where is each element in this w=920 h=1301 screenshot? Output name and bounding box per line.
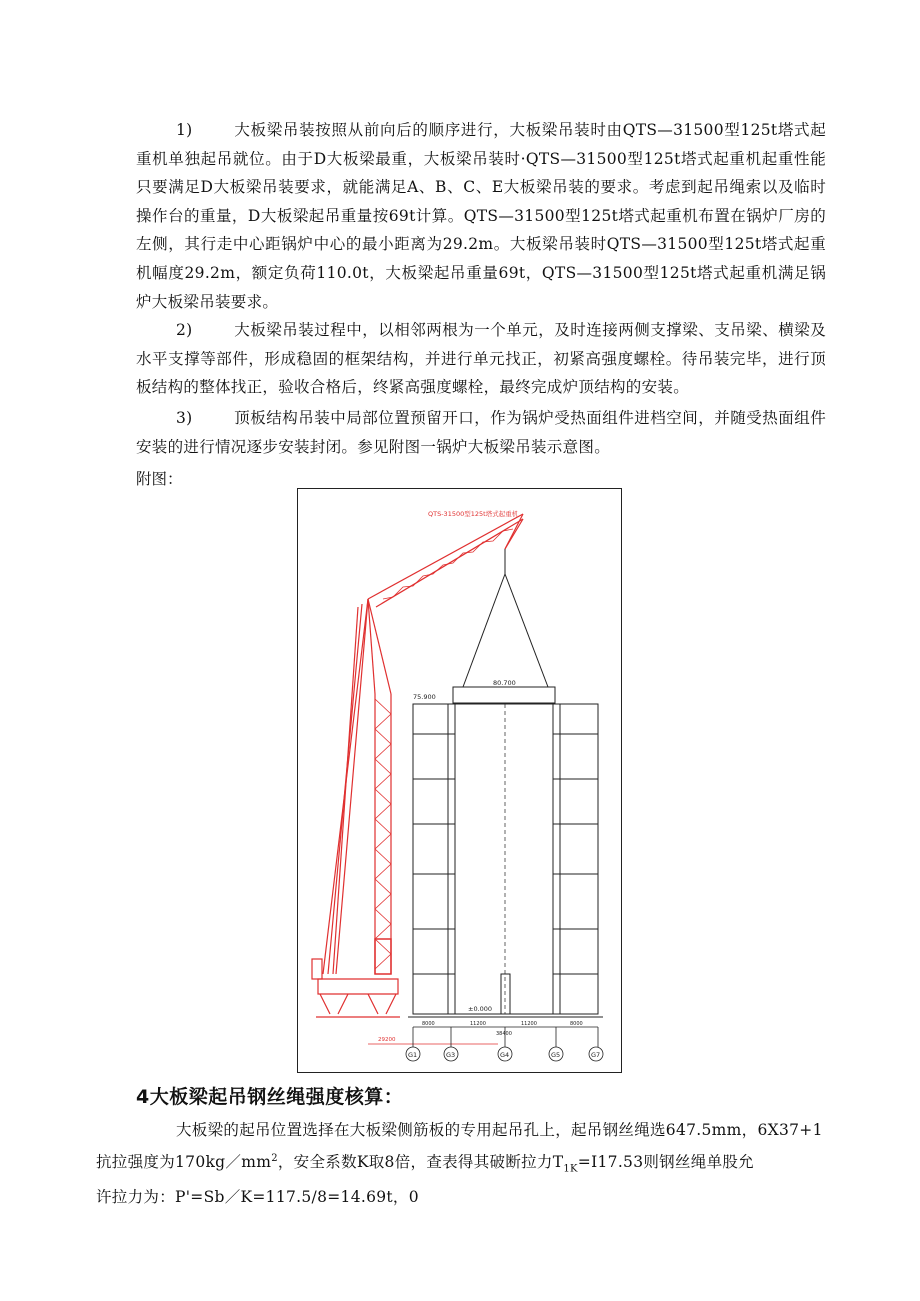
paragraph-text: 大板梁吊装过程中，以相邻两根为一个单元，及时连接两侧支撑梁、支吊梁、横梁及水平支撑等部件，形成稳固的框架结构，并进行单元找正，初紧高强度螺栓。待吊装完毕，进行顶板结构的整体找正，验收合格后，终紧高强度螺栓，最终完成炉顶结构的安装。 [136, 321, 826, 397]
crane-radius-label: 29200 [378, 1037, 396, 1043]
axis-label: G1 [408, 1051, 418, 1059]
paragraph-number: 1) [176, 121, 193, 139]
section-heading: 4大板梁起吊钢丝绳强度核算： [136, 1086, 404, 1108]
paragraph-text: 大板梁吊装按照从前向后的顺序进行，大板梁吊装时由QTS—31500型125t塔式起重机单独起吊就位。由于D大板梁最重，大板梁吊装时·QTS—31500型125t塔式起重机起重性能只要满足D大板梁吊装要求，就能满足A、B、C、E大板梁吊装的要求。考虑到起吊绳索以及临时操作台的重量，D大板梁起吊重量按69t计算。QTS—31500型125t塔式起重机布置在锅炉厂房的左侧，其行走中心距锅炉中心的最小距离为29.2m。大板梁吊装时QTS—31500型125t塔式起重机幅度29.2m，额定负荷110.0t，大板梁起吊重量69t，QTS—31500型125t塔式起重机满足锅炉大板梁吊装要求。 [136, 121, 826, 311]
paragraph-text: ，安全系数K取8倍，查表得其破断拉力T [277, 1152, 564, 1171]
figure-caption: 附图： [136, 470, 183, 488]
paragraph-4 [96, 1116, 826, 1212]
crane-label: QTS-31500型125t塔式起重机 [428, 510, 519, 518]
axis-label: G4 [500, 1051, 510, 1059]
dim-label: 11200 [521, 1021, 537, 1027]
superscript: 2 [271, 1152, 278, 1164]
axis-label: G7 [591, 1051, 601, 1059]
paragraph-text: 顶板结构吊装中局部位置预留开口，作为锅炉受热面组件进档空间，并随受热面组件安装的进行情况逐步安装封闭。参见附图一锅炉大板梁吊装示意图。 [136, 409, 826, 456]
paragraph-number: 2) [176, 321, 193, 339]
paragraph-text: =I17.53则钢丝绳单股允 [577, 1152, 754, 1171]
paragraph-1 [136, 116, 826, 316]
paragraph-text: 抗拉强度为170kg／mm [96, 1152, 272, 1171]
dim-total-label: 38400 [496, 1031, 512, 1037]
paragraph-2 [136, 316, 826, 402]
paragraph-3 [136, 404, 826, 461]
paragraph-text: 许拉力为：P'=Sb／K=117.5/8=14.69t，0 [96, 1188, 419, 1207]
subscript: 1K [563, 1162, 578, 1174]
dim-label: 8000 [570, 1021, 583, 1027]
elevation-left-label: 75.900 [413, 693, 436, 701]
axis-label: G5 [551, 1051, 561, 1059]
paragraph-text: 大板梁的起吊位置选择在大板梁侧筋板的专用起吊孔上，起吊钢丝绳选647.5mm，6X37+1 [176, 1121, 823, 1139]
elevation-ground-label: ±0.000 [468, 1005, 493, 1013]
paragraph-number: 3) [176, 409, 193, 427]
dim-label: 8000 [422, 1021, 435, 1027]
boiler-frame [408, 704, 603, 1027]
axis-label: G3 [446, 1051, 456, 1059]
dim-label: 11200 [470, 1021, 486, 1027]
elevation-top-label: 80.700 [493, 679, 516, 687]
crane-lifting-diagram [297, 488, 622, 1073]
